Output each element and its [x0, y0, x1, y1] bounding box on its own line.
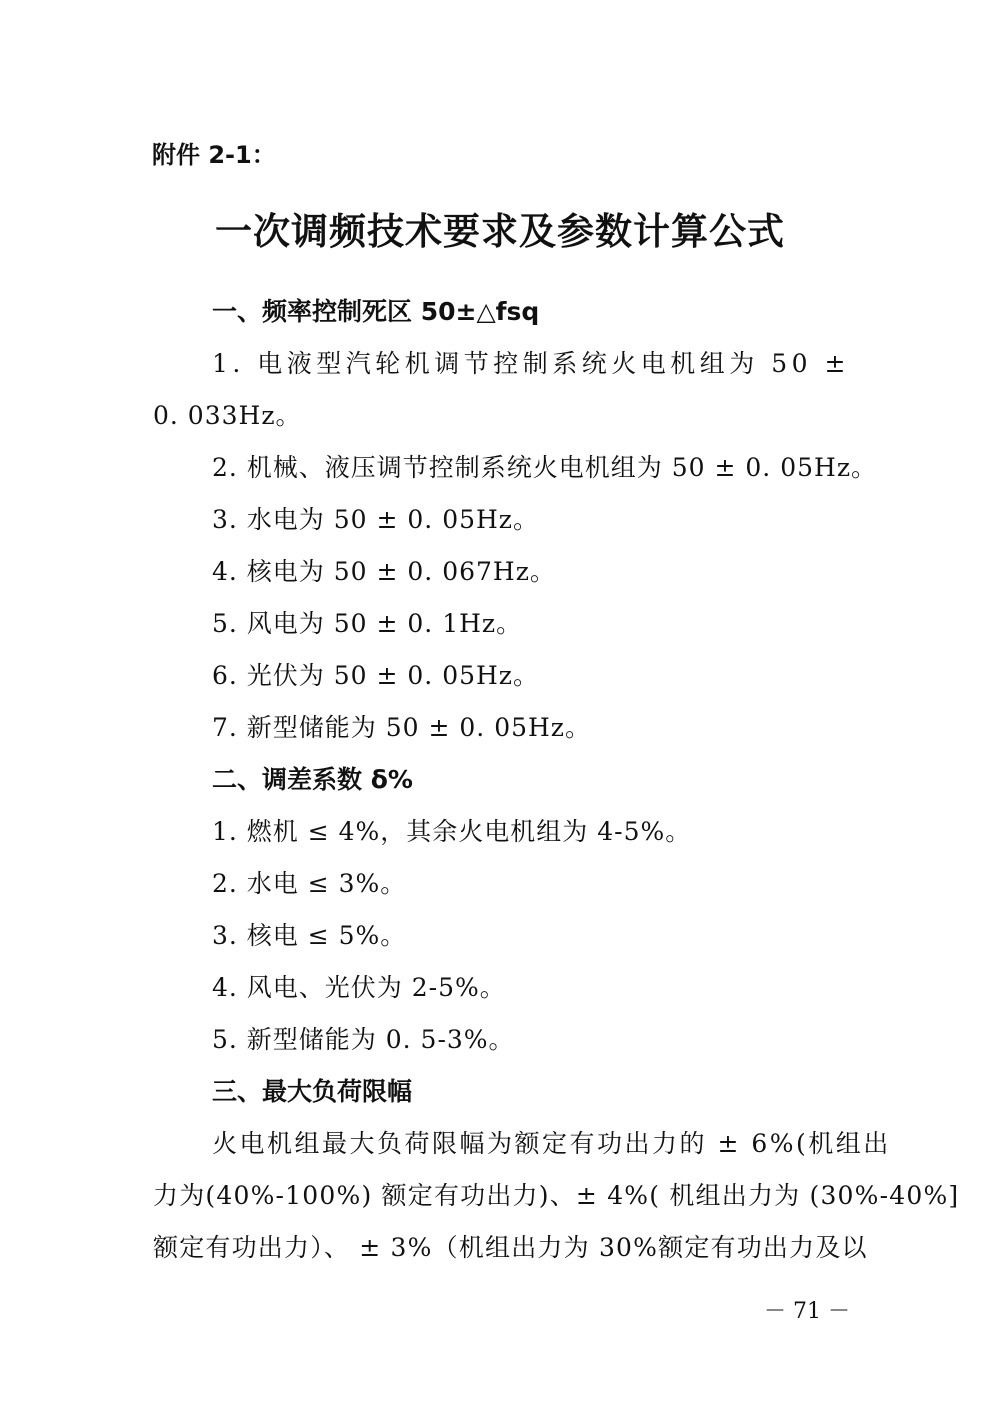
list-item: 2. 机械、液压调节控制系统火电机组为 50 ± 0. 05Hz。	[212, 453, 877, 482]
list-item: 1. 电液型汽轮机调节控制系统火电机组为 50 ±	[212, 349, 850, 378]
list-item: 2. 水电 ≤ 3%。	[212, 869, 407, 898]
page-number: － 71 －	[764, 1299, 850, 1324]
section-heading-load-limit: 三、最大负荷限幅	[212, 1077, 413, 1106]
section-heading-dead-band: 一、频率控制死区 50±△fsq	[212, 297, 540, 326]
paragraph-line: 力为(40%-100%) 额定有功出力)、± 4%( 机组出力为 (30%-40%]	[153, 1181, 960, 1210]
list-item: 3. 核电 ≤ 5%。	[212, 921, 407, 950]
list-item: 4. 核电为 50 ± 0. 067Hz。	[212, 557, 556, 586]
list-item: 6. 光伏为 50 ± 0. 05Hz。	[212, 661, 539, 690]
paragraph-line: 火电机组最大负荷限幅为额定有功出力的 ± 6%(机组出	[212, 1129, 891, 1158]
list-item: 7. 新型储能为 50 ± 0. 05Hz。	[212, 713, 591, 742]
list-item: 3. 水电为 50 ± 0. 05Hz。	[212, 505, 539, 534]
paragraph-line: 额定有功出力）、 ± 3%（机组出力为 30%额定有功出力及以	[153, 1233, 868, 1262]
list-item: 1. 燃机 ≤ 4%，其余火电机组为 4-5%。	[212, 817, 692, 846]
section-heading-droop: 二、调差系数 δ%	[212, 765, 413, 794]
list-item-continuation: 0. 033Hz。	[153, 401, 302, 430]
list-item: 4. 风电、光伏为 2-5%。	[212, 973, 506, 1002]
attachment-label: 附件 2-1：	[152, 141, 276, 169]
list-item: 5. 新型储能为 0. 5-3%。	[212, 1025, 515, 1054]
list-item: 5. 风电为 50 ± 0. 1Hz。	[212, 609, 523, 638]
document-title: 一次调频技术要求及参数计算公式	[215, 209, 785, 253]
